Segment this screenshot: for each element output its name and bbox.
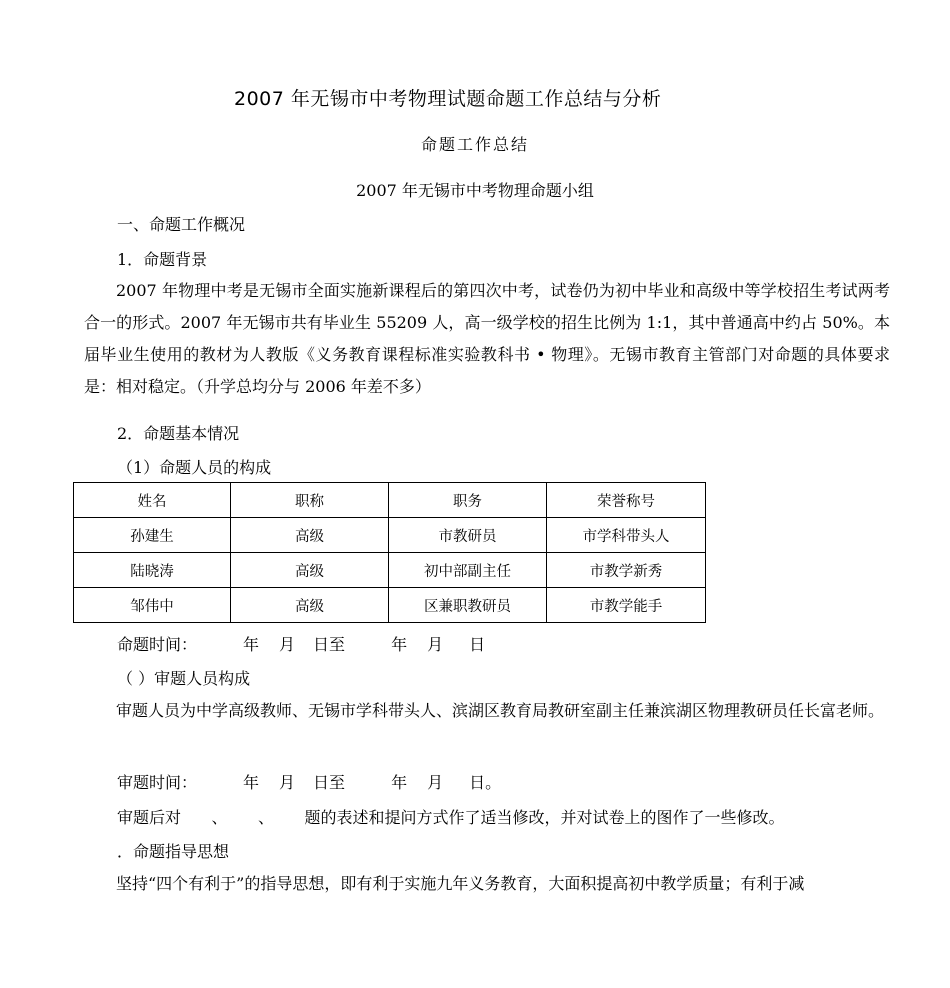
review-time-month: 月 [279, 773, 296, 792]
table-header-cell: 荣誉称号 [547, 483, 706, 518]
proposition-time-day-end: 日 [469, 635, 486, 654]
proposition-time-label: 命题时间： [117, 635, 198, 654]
review-time-year: 年 [243, 773, 260, 792]
review-time-label: 审题时间： [117, 773, 198, 792]
paragraph-background: 2007 年物理中考是无锡市全面实施新课程后的第四次中考，试卷仍为初中毕业和高级中等学校招生考试两考合一的形式。2007 年无锡市共有毕业生 55209 人，高一级学校的招生比例为 1:1，其中普通高中约占 50%。本届毕业生使用的教材为人教版《义务教育课程标准实验教科书 • 物理》。无锡市教育主管部门对命题的具体要求是：相对稳定。（升学总均分与 2006 年差不多） [84, 281, 890, 396]
proposition-time-year-end: 年 [391, 635, 408, 654]
table-row [74, 588, 706, 623]
table-header-cell: 职称 [231, 483, 389, 518]
table-cell: 高级 [231, 588, 389, 623]
paragraph-guiding-ideology: 坚持“四个有利于”的指导思想，即有利于实施九年义务教育，大面积提高初中教学质量；有利于减 [116, 874, 805, 893]
proposition-time-line [117, 632, 485, 655]
table-header-row [74, 483, 706, 518]
proposition-time-day-to: 日至 [313, 635, 346, 654]
review-time-line [117, 770, 501, 793]
review-time-month-end: 月 [427, 773, 444, 792]
document-author: 2007 年无锡市中考物理命题小组 [356, 181, 594, 200]
paragraph-reviewers: 审题人员为中学高级教师、无锡市学科带头人、滨湖区教育局教研室副主任兼滨湖区物理教研员任长富老师。 [116, 701, 885, 720]
table-cell: 陆晓涛 [74, 553, 231, 588]
staff-table [73, 482, 706, 623]
table-cell: 邹伟中 [74, 588, 231, 623]
proposition-time-year: 年 [243, 635, 260, 654]
section-heading-overview: 一、命题工作概况 [117, 215, 246, 234]
subheading-basic-situation: 2．命题基本情况 [117, 424, 240, 443]
table-row [74, 518, 706, 553]
document-title: 2007 年无锡市中考物理试题命题工作总结与分析 [234, 88, 662, 110]
table-row [74, 553, 706, 588]
document-subtitle: 命题工作总结 [420, 135, 529, 154]
table-cell: 市教学能手 [547, 588, 706, 623]
table-cell: 市教研员 [389, 518, 547, 553]
table-cell: 区兼职教研员 [389, 588, 547, 623]
review-time-year-end: 年 [391, 773, 408, 792]
table-cell: 初中部副主任 [389, 553, 547, 588]
table-cell: 市学科带头人 [547, 518, 706, 553]
paragraph-review-changes: 审题后对 、 、 题的表述和提问方式作了适当修改，并对试卷上的图作了一些修改。 [117, 808, 785, 827]
subheading-reviewers: （ ）审题人员构成 [117, 669, 251, 688]
table-cell: 高级 [231, 518, 389, 553]
review-time-day-end: 日。 [469, 773, 502, 792]
subheading-staff-composition: （1）命题人员的构成 [117, 458, 272, 477]
subheading-background: 1．命题背景 [117, 250, 208, 269]
proposition-time-month-end: 月 [427, 635, 444, 654]
table-header-cell: 职务 [389, 483, 547, 518]
table-cell: 市教学新秀 [547, 553, 706, 588]
table-header-cell: 姓名 [74, 483, 231, 518]
review-time-day-to: 日至 [313, 773, 346, 792]
subheading-guiding-ideology: ．命题指导思想 [117, 842, 230, 861]
table-cell: 孙建生 [74, 518, 231, 553]
table-cell: 高级 [231, 553, 389, 588]
proposition-time-month: 月 [279, 635, 296, 654]
